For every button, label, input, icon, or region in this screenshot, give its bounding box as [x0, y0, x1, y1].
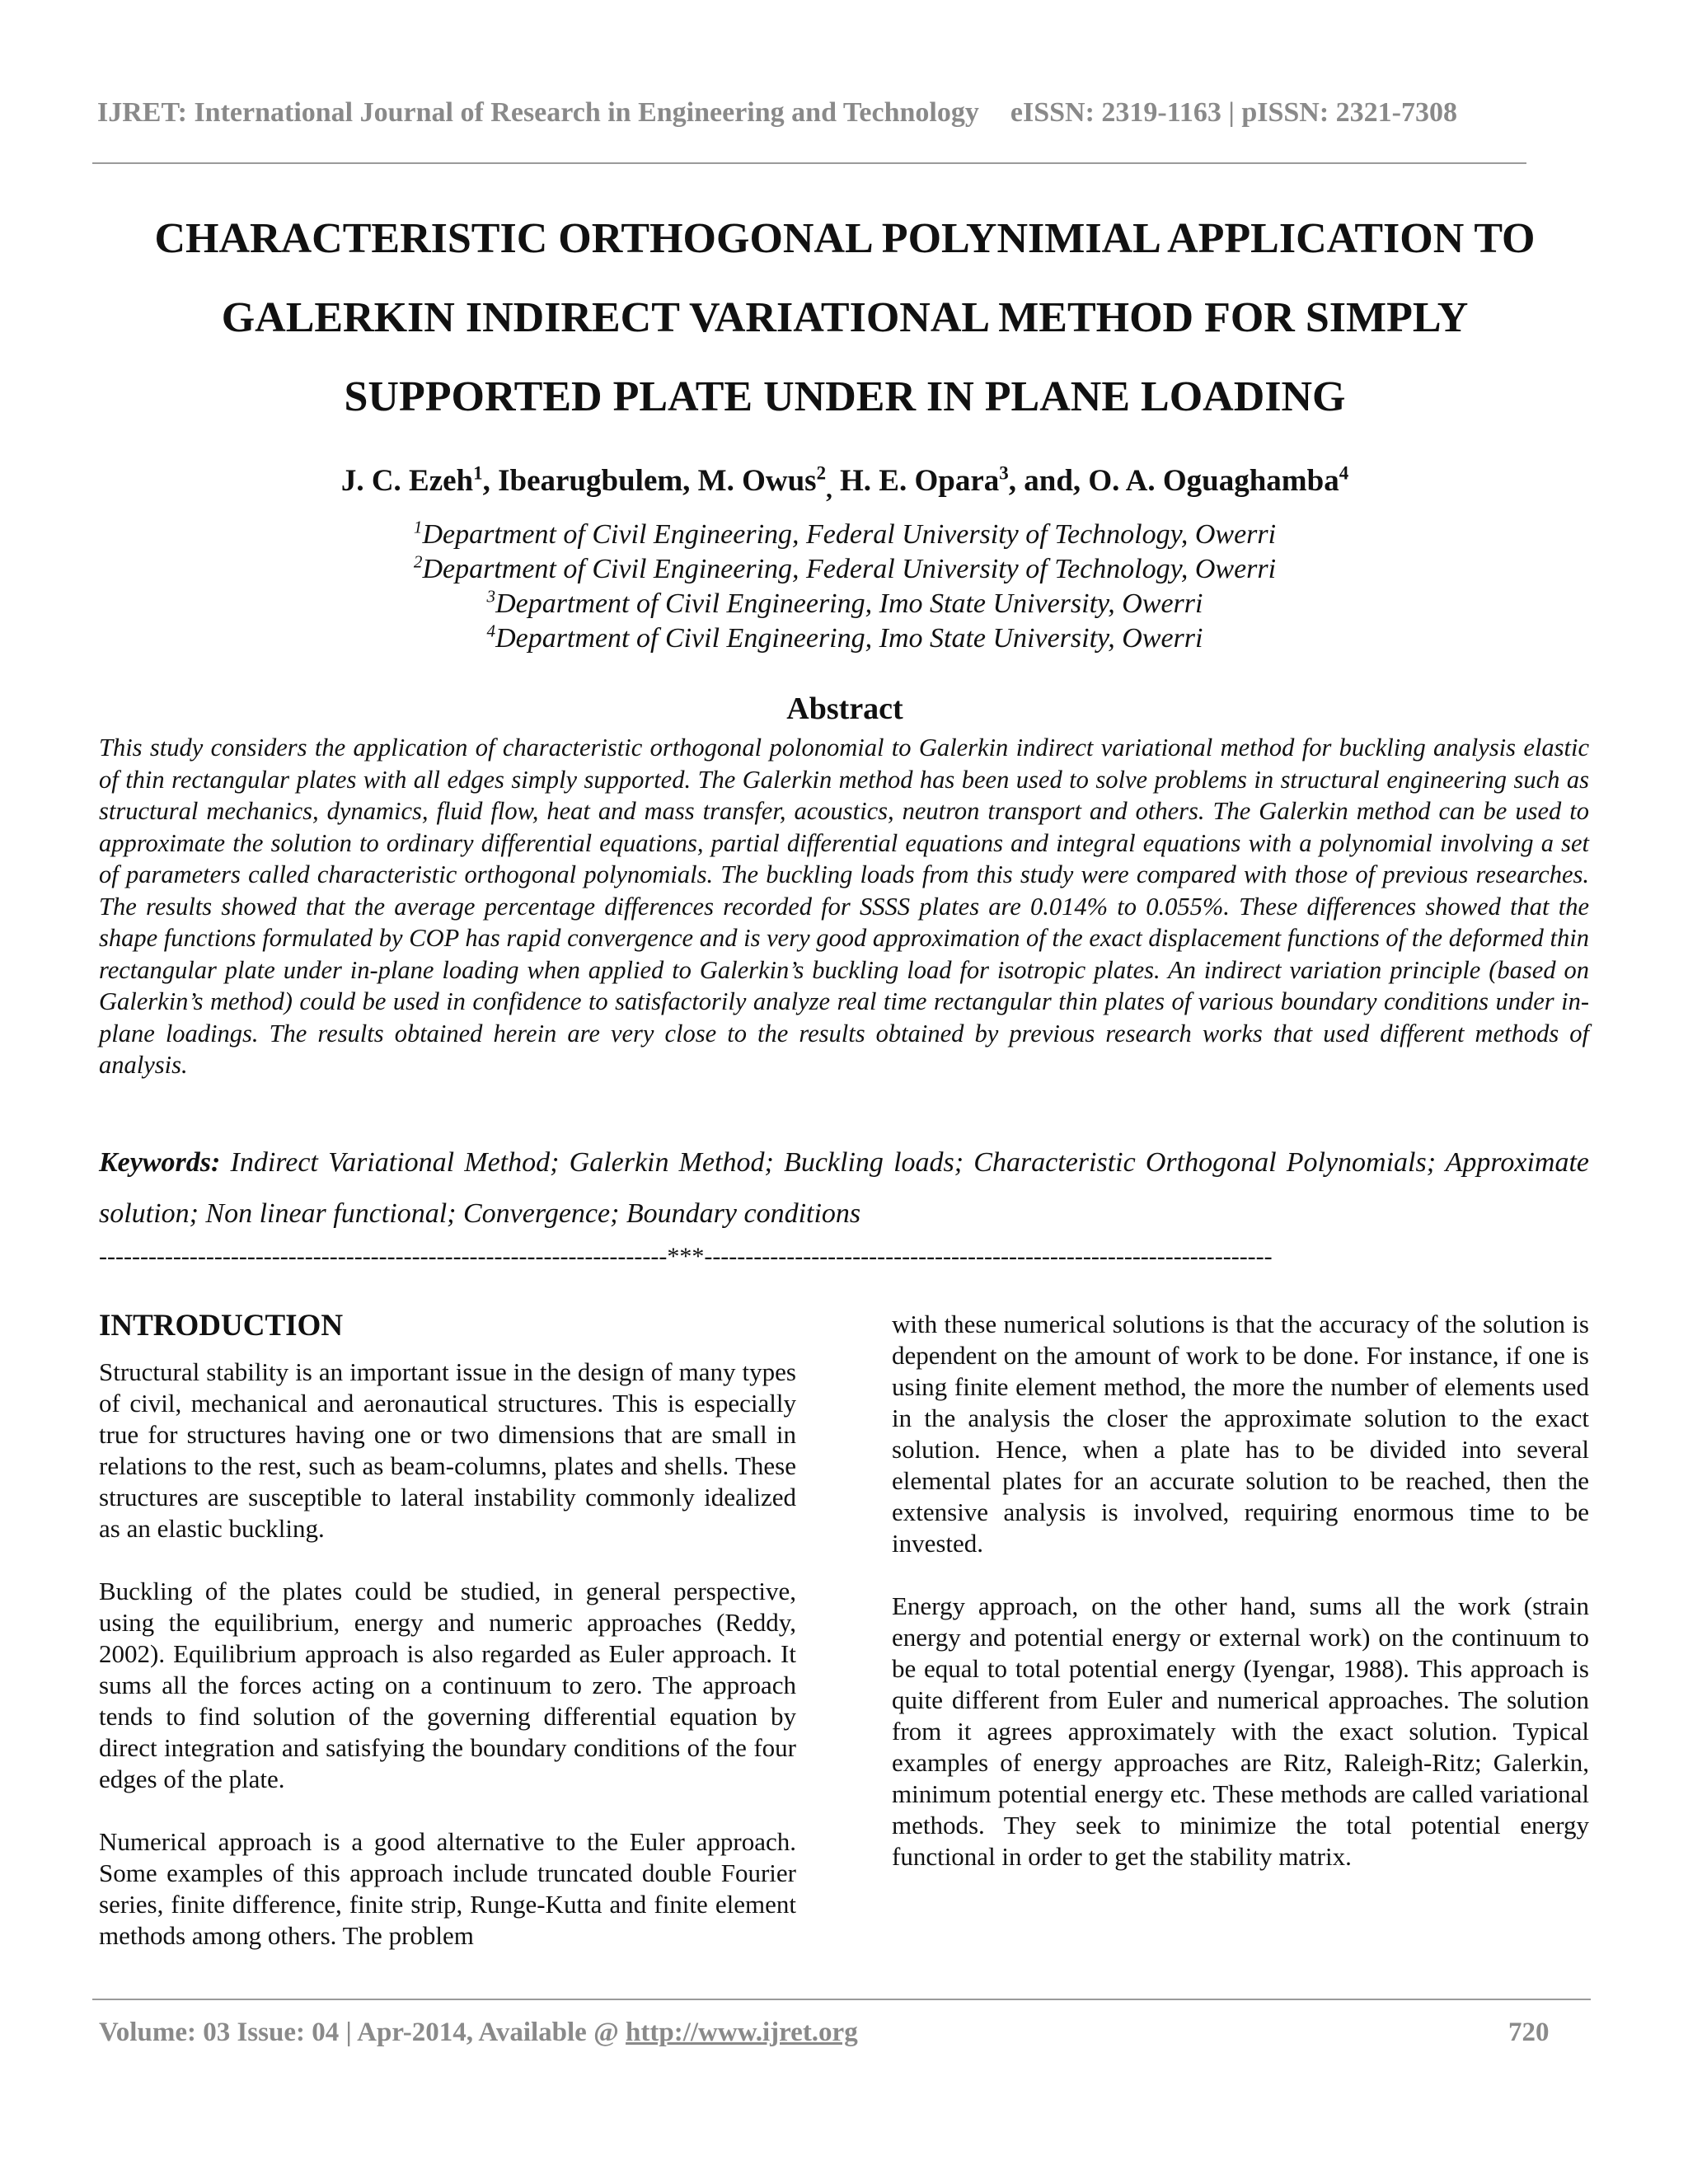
body-paragraph: Numerical approach is a good alternative to the Euler approach. Some examples of this approach include truncated double Fourier series, finite difference, finite strip, Runge-Kutta and finite element methods among others. The problem: [99, 1827, 796, 1950]
affiliation: [99, 587, 1591, 621]
author-affiliation-marker: 1: [473, 462, 483, 484]
journal-link[interactable]: http://www.ijret.org: [626, 2018, 858, 2047]
body-paragraph: Energy approach, on the other hand, sums all the work (strain energy and potential energy or external work) on the continuum to be equal to total potential energy (Iyengar, 1988). This approach is quite different from Euler and numerical approaches. The solution from it agrees approximately with the exact solution. Typical examples of energy approaches are Ritz, Raleigh-Ritz; Galerkin, minimum potential energy etc. These methods are called variational methods. They seek to minimize the total potential energy functional in order to get the stability matrix.: [892, 1591, 1589, 1871]
page-number: 720: [1508, 2018, 1550, 2047]
journal-header: [97, 97, 1457, 129]
author-name: , Ibearugbulem, M. Owus: [482, 464, 817, 498]
author-affiliation-marker: 4: [1339, 462, 1349, 484]
footer-citation: [99, 2018, 858, 2048]
right-column: [892, 1309, 1589, 1904]
affiliation-text: Department of Civil Engineering, Federal University of Technology, Owerri: [422, 554, 1277, 584]
body-paragraph: Structural stability is an important issue in the design of many types of civil, mechanical and aeronautical structures. This is especially true for structures having one or two dimensions that are small in relations to the rest, such as beam-columns, plates and shells. These structures are susceptible to lateral instability commonly idealized as an elastic buckling.: [99, 1357, 796, 1543]
author-affiliation-marker: 2: [816, 462, 827, 484]
affiliation-marker: 4: [486, 621, 496, 641]
affiliation: [99, 518, 1591, 552]
abstract-heading: Abstract: [786, 691, 903, 726]
affiliation: [99, 621, 1591, 656]
footer-volume: Volume: 03 Issue: 04 | Apr-2014, Available @: [99, 2018, 626, 2047]
author-name: , and, O. A. Oguaghamba: [1008, 464, 1339, 498]
author-name: J. C. Ezeh: [340, 464, 474, 498]
keywords-text: Indirect Variational Method; Galerkin Method; Buckling loads; Characteristic Orthogonal Polynomials; Approximate solution; Non linear functional; Convergence; Boundary conditions: [99, 1147, 1589, 1229]
affiliation-list: [99, 518, 1591, 656]
author-separator: ,: [826, 475, 832, 504]
affiliation-marker: 3: [486, 586, 496, 607]
section-separator: ---------------------------------------------------------------------***---------------------------------------------------------------------: [99, 1243, 1273, 1270]
affiliation-text: Department of Civil Engineering, Imo State University, Owerri: [495, 623, 1203, 654]
body-paragraph: with these numerical solutions is that the accuracy of the solution is dependent on the amount of work to be done. For instance, if one is using finite element method, the more the number of elements used in the analysis the closer the approximate solution to the exact solution. Hence, when a plate has to be divided into several elemental plates for an accurate solution to be reached, then the extensive analysis is involved, requiring enormous time to be invested.: [892, 1310, 1589, 1558]
affiliation-marker: 2: [413, 551, 423, 572]
title-line: SUPPORTED PLATE UNDER IN PLANE LOADING: [344, 373, 1346, 420]
journal-name: IJRET: International Journal of Research in Engineering and Technology: [97, 97, 979, 128]
keywords: [99, 1137, 1589, 1240]
body-paragraph: Buckling of the plates could be studied, in general perspective, using the equilibrium, energy and numeric approaches (Reddy, 2002). Equilibrium approach is also regarded as Euler approach. It sums all the forces acting on a continuum to zero. The approach tends to find solution of the governing differential equation by direct integration and satisfying the boundary conditions of the four edges of the plate.: [99, 1577, 796, 1793]
author-list: [99, 463, 1591, 504]
affiliation-text: Department of Civil Engineering, Federal University of Technology, Owerri: [422, 519, 1277, 550]
title-line: CHARACTERISTIC ORTHOGONAL POLYNIMIAL APPLICATION TO: [154, 215, 1536, 262]
abstract-body: This study considers the application of characteristic orthogonal polonomial to Galerkin indirect variational method for buckling analysis elastic of thin rectangular plates with all edges simply supported. The Galerkin method has been used to solve problems in structural engineering such as structural mechanics, dynamics, fluid flow, heat and mass transfer, acoustics, neutron transport and others. The Galerkin method can be used to approximate the solution to ordinary differential equations, partial differential equations and integral equations with a polynomial involving a set of parameters called characteristic orthogonal polynomials. The buckling loads from this study were compared with those of previous researches. The results showed that the average percentage differences recorded for SSSS plates are 0.014% to 0.055%. These differences showed that the shape functions formulated by COP has rapid convergence and is very good approximation of the exact displacement functions of the deformed thin rectangular plate under in-plane loading when applied to Galerkin’s buckling load for isotropic plates. An indirect variation principle (based on Galerkin’s method) could be used in confidence to satisfactorily analyze real time rectangular thin plates of various boundary conditions under in- plane loadings. The results obtained herein are very close to the results obtained by previous research works that used different methods of analysis.: [99, 733, 1589, 1079]
paper-title: [99, 199, 1591, 437]
affiliation-marker: 1: [413, 517, 423, 537]
introduction-heading: INTRODUCTION: [99, 1309, 344, 1343]
journal-issn: eISSN: 2319-1163 | pISSN: 2321-7308: [1010, 97, 1457, 128]
left-column: [99, 1309, 796, 1983]
header-rule: [92, 162, 1526, 164]
affiliation-text: Department of Civil Engineering, Imo State University, Owerri: [495, 588, 1203, 619]
author-name: H. E. Opara: [832, 464, 1000, 498]
affiliation: [99, 552, 1591, 587]
title-line: GALERKIN INDIRECT VARIATIONAL METHOD FOR SIMPLY: [221, 294, 1469, 341]
author-affiliation-marker: 3: [999, 462, 1009, 484]
footer-rule: [92, 1999, 1591, 2000]
keywords-label: Keywords:: [99, 1147, 221, 1178]
